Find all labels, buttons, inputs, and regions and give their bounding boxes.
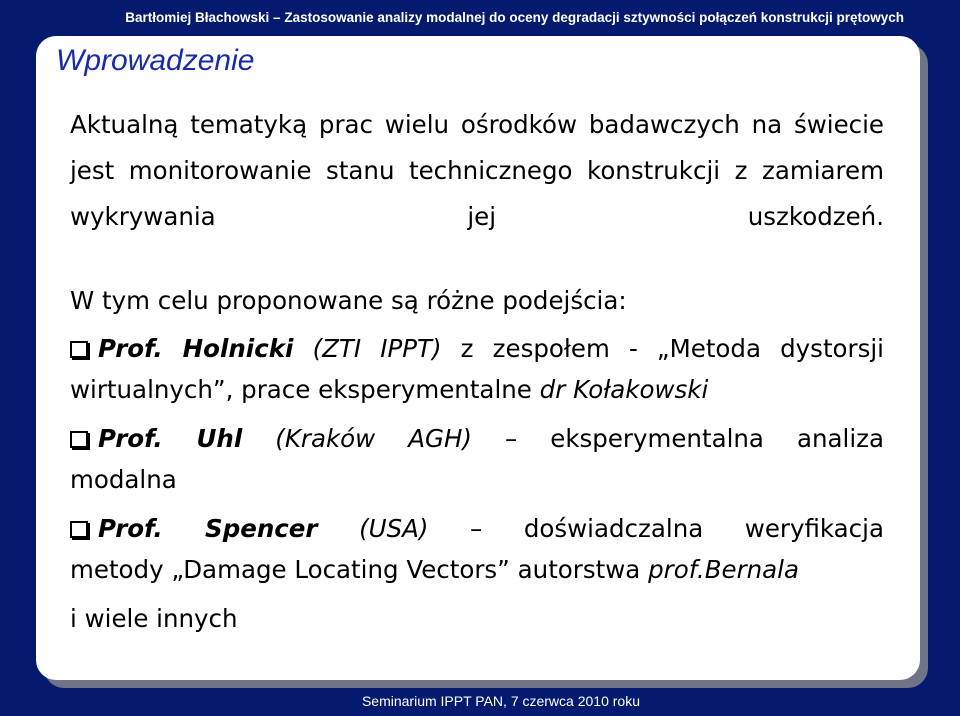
bullet-name: Prof. Spencer xyxy=(98,514,318,543)
slide-panel xyxy=(36,36,920,680)
list-item xyxy=(70,418,884,500)
bullet-desc-cont: modalna xyxy=(70,465,177,494)
bullet-line-1 xyxy=(70,418,884,459)
intro-paragraph: Aktualną tematyką prac wielu ośrodków badawczych na świecie jest monitorowanie stanu technicznego konstrukcji z zamiarem wykrywania jej uszkodzeń. xyxy=(70,110,884,231)
approaches-paragraph: W tym celu proponowane są różne podejścia: xyxy=(70,286,627,315)
bullet-desc-cont: metody „Damage Locating Vectors” autorstwa xyxy=(70,555,641,584)
approaches-list xyxy=(70,328,884,598)
slide-header xyxy=(0,0,960,34)
bullet-extra: dr Kołakowski xyxy=(539,375,709,404)
bullet-desc: – doświadczalna weryfikacja xyxy=(470,514,884,543)
slide-title: Wprowadzenie xyxy=(56,44,255,77)
list-item xyxy=(70,508,884,590)
bullet-desc-cont: wirtualnych”, prace eksperymentalne xyxy=(70,375,532,404)
checkbox-bullet-icon xyxy=(70,521,88,538)
checkbox-bullet-icon xyxy=(70,431,88,448)
bullet-org: (ZTI IPPT) xyxy=(312,334,442,363)
bullet-name: Prof. Uhl xyxy=(98,424,243,453)
list-item xyxy=(70,328,884,410)
closing-text: i wiele innych xyxy=(70,604,238,633)
bullet-org: (USA) xyxy=(359,514,429,543)
bullet-name: Prof. Holnicki xyxy=(98,334,294,363)
slide-footer xyxy=(0,686,960,716)
bullet-desc: z zespołem - „Metoda dystorsji xyxy=(460,334,884,363)
checkbox-bullet-icon xyxy=(70,341,88,358)
bullet-line-2 xyxy=(70,549,884,590)
bullet-line-1 xyxy=(70,508,884,549)
bullet-desc: – eksperymentalna analiza xyxy=(505,424,884,453)
bullet-line-1 xyxy=(70,328,884,369)
bullet-org: (Kraków AGH) xyxy=(275,424,472,453)
bullet-extra: prof.Bernala xyxy=(648,555,800,584)
bullet-line-2 xyxy=(70,369,884,410)
header-text: Bartłomiej Błachowski – Zastosowanie analizy modalnej do oceny degradacji sztywności połączeń konstrukcji prętowych xyxy=(125,9,904,25)
bullet-line-2 xyxy=(70,459,884,500)
footer-text: Seminarium IPPT PAN, 7 czerwca 2010 roku xyxy=(361,693,640,709)
